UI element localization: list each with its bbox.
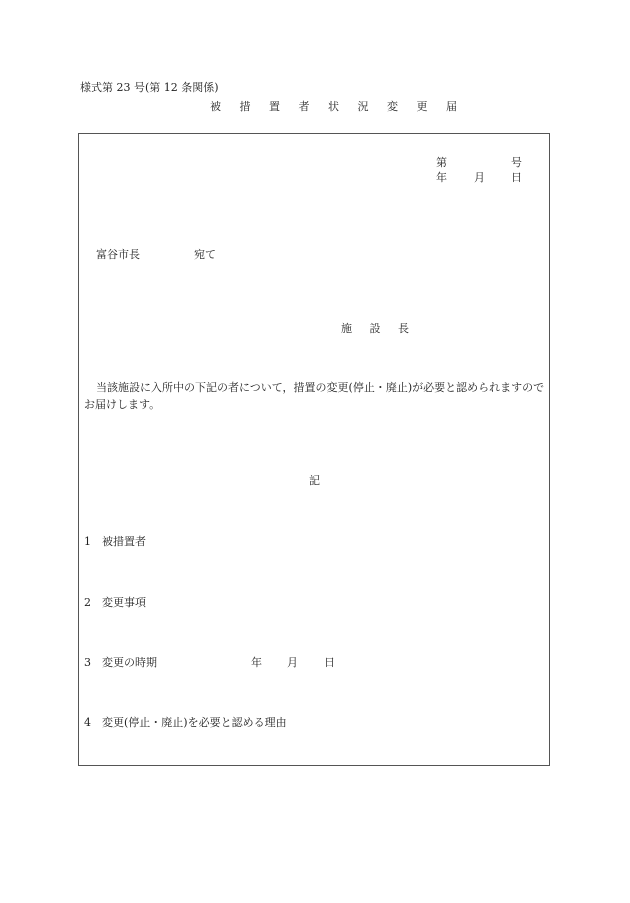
item-change-reason [84,716,287,730]
item-number: 1 [84,535,91,548]
item-label: 変更事項 [102,596,146,609]
item-number: 2 [84,596,91,609]
body-paragraph: 当該施設に入所中の下記の者について，措置の変更(停止・廃止)が必要と認められますのでお届けします。 [84,381,545,411]
ki-heading: 記 [309,474,320,487]
date-day-label: 日 [511,171,522,184]
form-number-header: 様式第 23 号(第 12 条関係) [80,81,219,94]
item-label: 変更(停止・廃止)を必要と認める理由 [102,716,287,729]
sender-label: 施 設 長 [341,322,416,335]
document-number-suffix: 号 [511,156,522,169]
item-change-details [84,596,146,610]
item-number: 4 [84,716,91,729]
document-number-prefix: 第 [436,156,447,169]
item-number: 3 [84,656,91,669]
change-date-day-label: 日 [324,656,335,669]
document-title: 被 措 置 者 状 況 変 更 届 [210,100,465,113]
change-date-month-label: 月 [287,656,298,669]
date-month-label: 月 [474,171,485,184]
item-label: 変更の時期 [102,656,157,669]
change-date-year-label: 年 [251,656,262,669]
item-label: 被措置者 [102,535,146,548]
addressee-name: 富谷市長 [96,248,140,261]
form-border-box [78,133,550,766]
addressee-suffix: 宛て [194,248,216,261]
date-year-label: 年 [436,171,447,184]
item-affected-person [84,535,146,549]
item-change-timing [84,656,157,670]
